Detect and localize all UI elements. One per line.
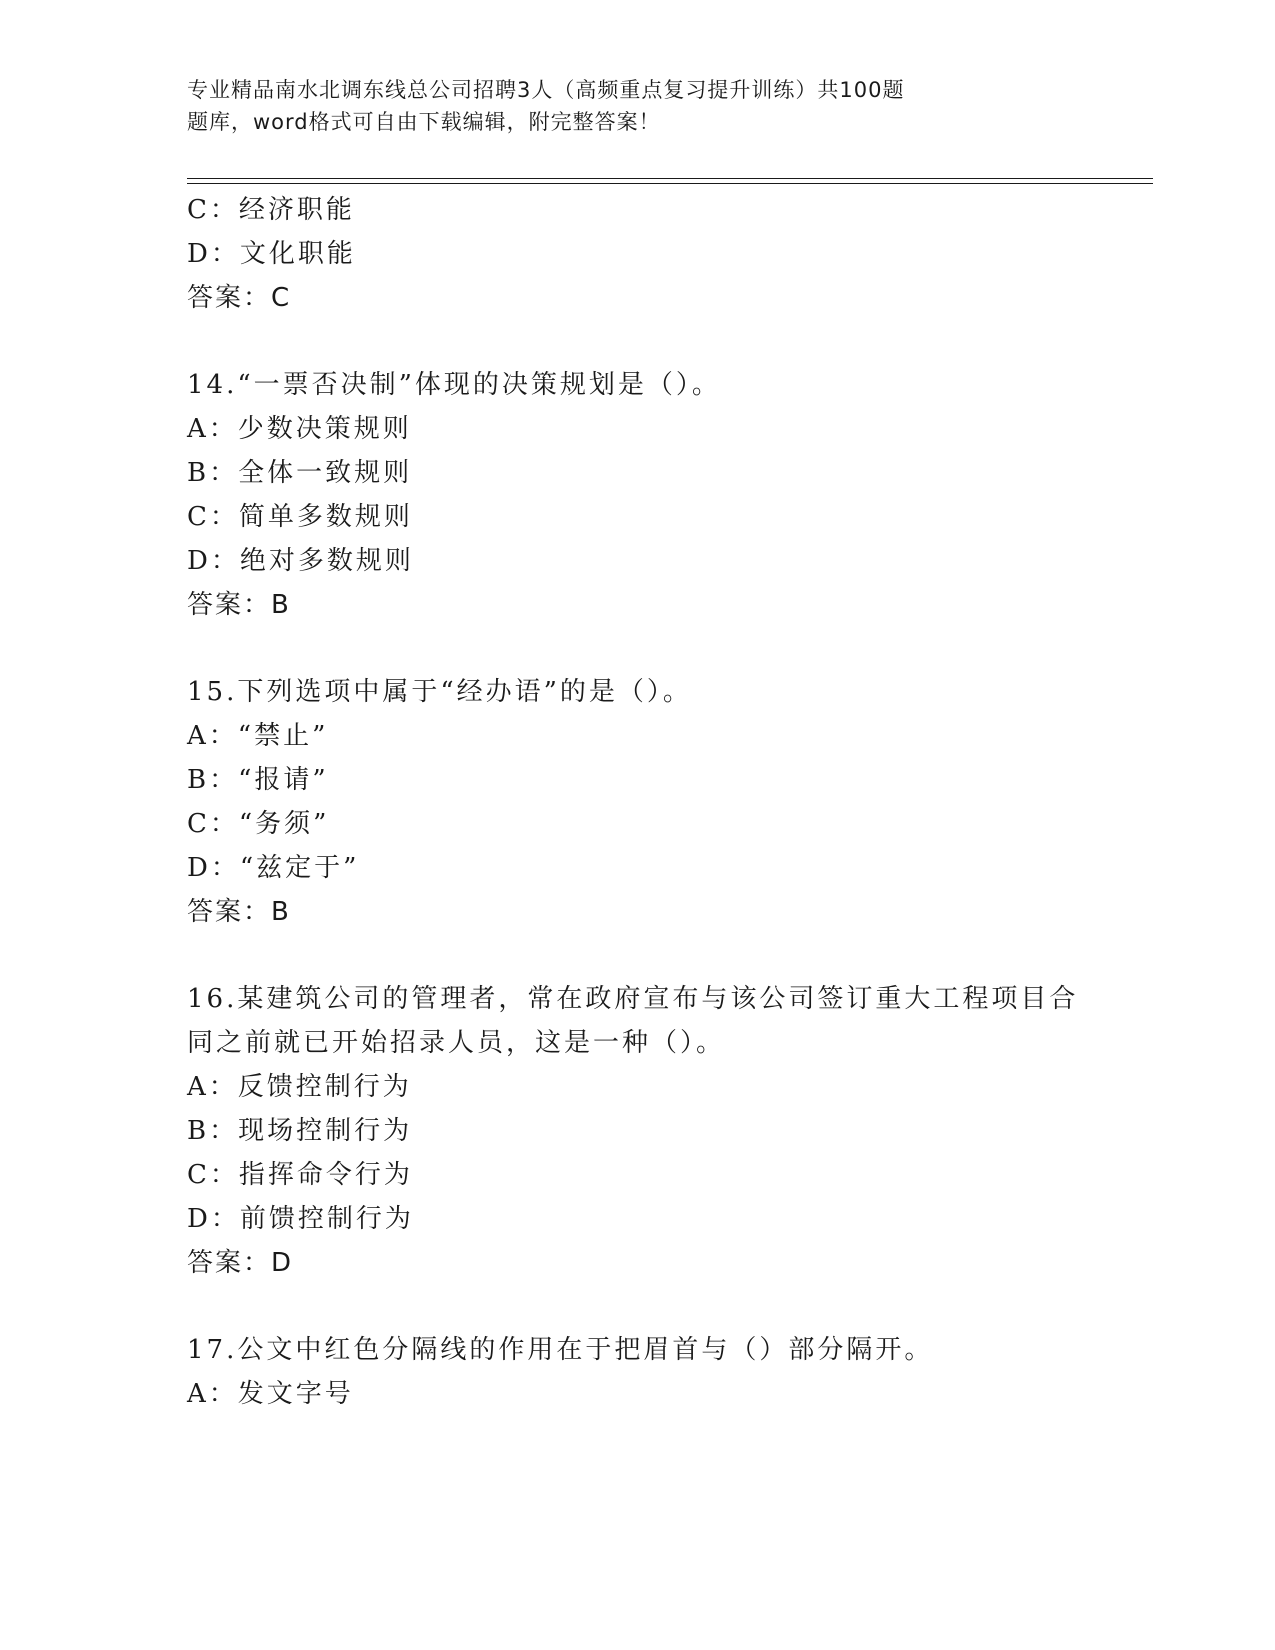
q15-answer: 答案：B [187, 897, 291, 927]
q16-answer: 答案：D [187, 1248, 294, 1278]
header-line-2: 题库，word格式可自由下载编辑，附完整答案！ [187, 110, 661, 134]
header-divider-bottom [187, 183, 1153, 184]
q14-option-a: A：少数决策规则 [187, 414, 412, 444]
header-line-1: 专业精品南水北调东线总公司招聘3人（高频重点复习提升训练）共100题 [187, 78, 905, 102]
header-divider-top [187, 178, 1153, 179]
q13-answer: 答案：C [187, 283, 292, 313]
q16-question-line-1: 16.某建筑公司的管理者，常在政府宣布与该公司签订重大工程项目合 [187, 984, 1079, 1014]
q16-option-a: A：反馈控制行为 [187, 1072, 412, 1102]
q16-option-c: C：指挥命令行为 [187, 1160, 413, 1190]
q14-option-d: D：绝对多数规则 [187, 546, 414, 576]
q16-option-b: B：现场控制行为 [187, 1116, 413, 1146]
q14-option-c: C：简单多数规则 [187, 502, 413, 532]
q14-answer: 答案：B [187, 590, 291, 620]
q16-option-d: D：前馈控制行为 [187, 1204, 414, 1234]
q15-option-d: D：“兹定于” [187, 853, 360, 883]
q14-option-b: B：全体一致规则 [187, 458, 413, 488]
q17-question: 17.公文中红色分隔线的作用在于把眉首与（）部分隔开。 [187, 1335, 934, 1365]
q15-question: 15.下列选项中属于“经办语”的是（）。 [187, 677, 692, 707]
document-header [187, 74, 1047, 138]
q15-option-a: A：“禁止” [187, 721, 329, 751]
q16-question-line-2: 同之前就已开始招录人员，这是一种（）。 [187, 1028, 726, 1058]
q17-option-a: A：发文字号 [187, 1379, 354, 1409]
q14-question: 14.“一票否决制”体现的决策规划是（）。 [187, 370, 721, 400]
q13-option-d: D：文化职能 [187, 239, 356, 269]
q15-option-c: C：“务须” [187, 809, 330, 839]
q15-option-b: B：“报请” [187, 765, 329, 795]
q13-option-c: C：经济职能 [187, 195, 355, 225]
